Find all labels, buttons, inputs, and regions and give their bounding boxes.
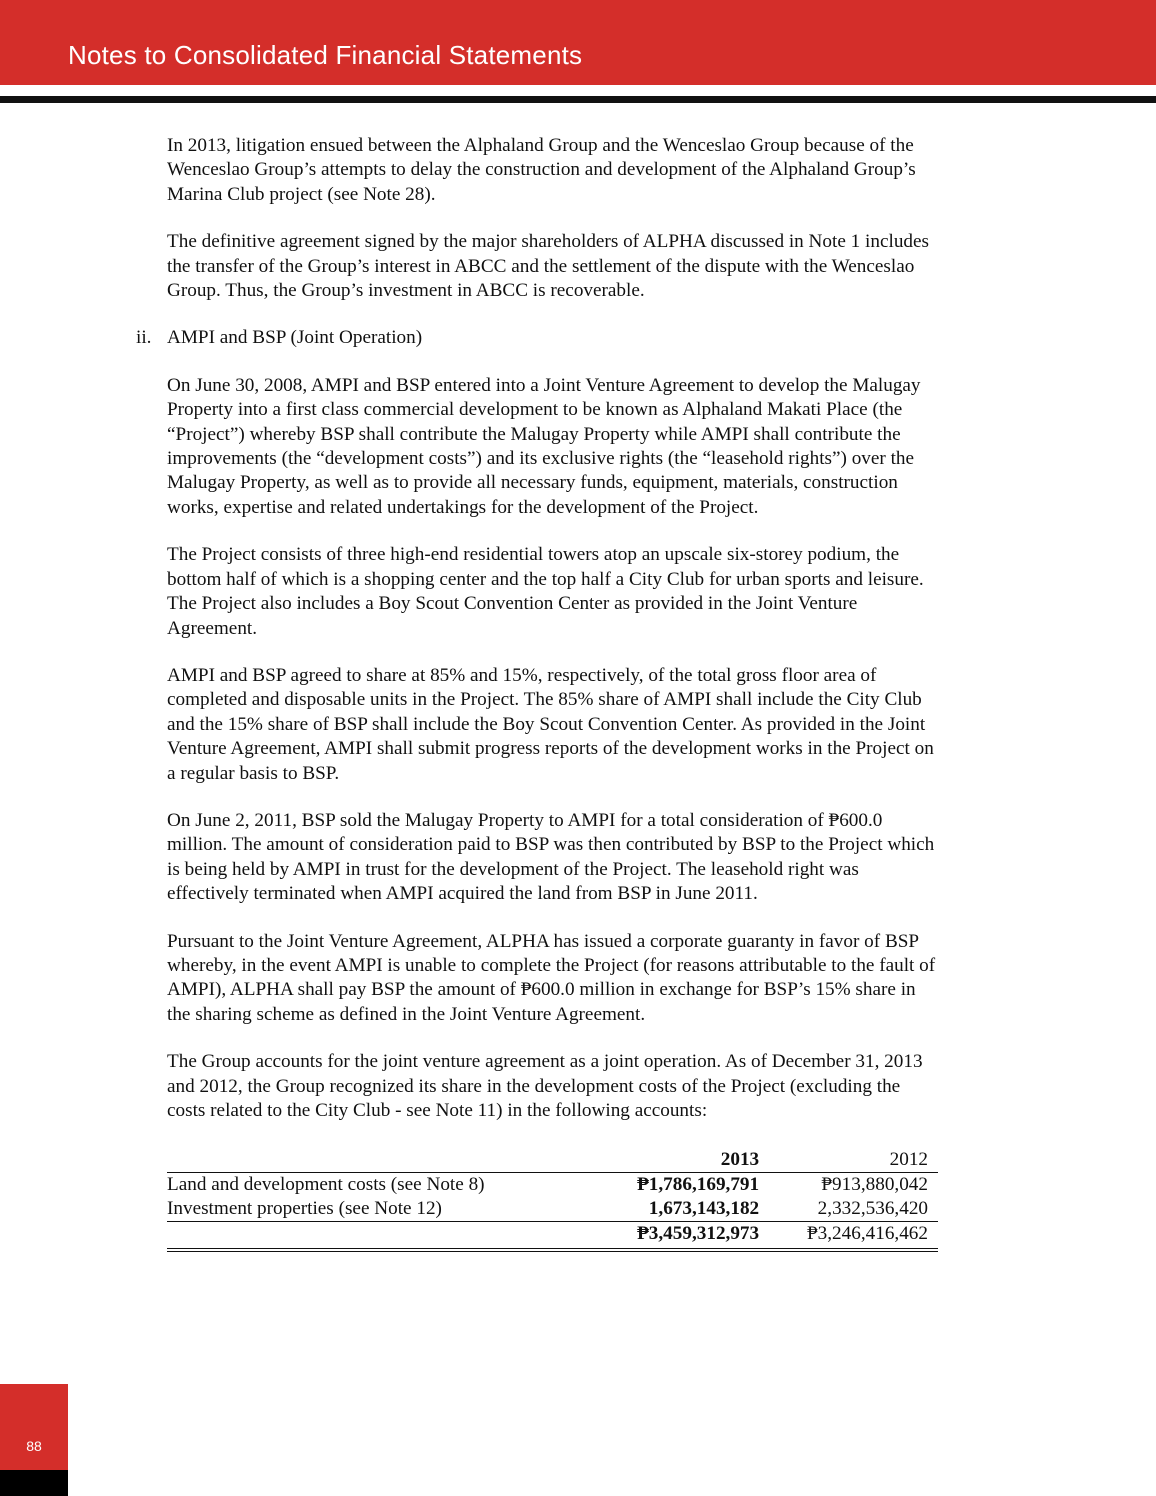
paragraph: The Project consists of three high-end residential towers atop an upscale six-storey podium, the bottom half of which is a shopping center and the top half a City Club for urban sports and leisure. The Project also includes a Boy Scout Convention Center as provided in the Joint Venture Agreement. [167,544,924,639]
paragraph: Pursuant to the Joint Venture Agreement, ALPHA has issued a corporate guaranty in favor of BSP whereby, in the event AMPI is unable to complete the Project (for reasons attributable to the fault of AMPI), ALPHA shall pay BSP the amount of ₱600.0 million in exchange for BSP’s 15% share in the sharing scheme as defined in the Joint Venture Agreement. [167,930,936,1025]
table-row [167,1173,938,1198]
page-number-tab [0,1384,68,1470]
list-item-number: ii. [136,327,152,349]
paragraph: On June 2, 2011, BSP sold the Malugay Property to AMPI for a total consideration of ₱600.0 million. The amount of consideration paid to BSP was then contributed by BSP to the Project which is being held by AMPI in trust for the development of the Project. The leasehold right was effectively terminated when AMPI acquired the land from BSP in June 2011. [167,809,935,905]
list-item-title: AMPI and BSP (Joint Operation) [167,327,423,349]
table-total-row [167,1222,938,1251]
header-divider [0,96,1156,103]
document-body [136,134,942,1252]
paragraph: The Group accounts for the joint venture agreement as a joint operation. As of December 31, 2013 and 2012, the Group recognized its share in the development costs of the Project (excluding the costs related to the City Club - see Note 11) in the following accounts: [167,1051,923,1121]
total-label [167,1222,619,1251]
paragraph: The definitive agreement signed by the major shareholders of ALPHA discussed in Note 1 includes the transfer of the Group’s interest in ABCC and the settlement of the dispute with the Wenceslao Group. Thus, the Group’s investment in ABCC is recoverable. [167,231,929,302]
row-value-2012: ₱913,880,042 [821,1174,928,1196]
table-row [167,1197,938,1222]
total-value-2012: ₱3,246,416,462 [759,1222,938,1251]
paragraph: On June 30, 2008, AMPI and BSP entered into a Joint Venture Agreement to develop the Malugay Property into a first class commercial development to be known as Alphaland Makati Place (the “Project”) whereby BSP shall contribute the Malugay Property while AMPI shall contribute the improvements (the “development costs”) and its exclusive rights (the “leasehold rights”) over the Malugay Property, as well as to provide all necessary funds, equipment, materials, construction works, expertise and related undertakings for the development of the Project. [167,374,921,518]
paragraph: In 2013, litigation ensued between the Alphaland Group and the Wenceslao Group because of the Wenceslao Group’s attempts to delay the construction and development of the Alphaland Group’s Marina Club project (see Note 28). [167,135,916,205]
total-value-2013: ₱3,459,312,973 [619,1222,760,1251]
row-value-2013: 1,673,143,182 [619,1197,760,1222]
page-title: Notes to Consolidated Financial Statements [68,40,583,70]
row-label: Investment properties (see Note 12) [167,1197,619,1222]
row-label: Land and development costs (see Note 8) [167,1174,485,1196]
list-item [136,326,942,350]
table-header-label [167,1146,619,1173]
page-footer-block [0,1470,68,1496]
table-header-2013: 2013 [619,1146,760,1173]
paragraph: AMPI and BSP agreed to share at 85% and 15%, respectively, of the total gross floor area of completed and disposable units in the Project. The 85% share of AMPI shall include the City Club and the 15% share of BSP shall include the Boy Scout Convention Center. As provided in the Joint Venture Agreement, AMPI shall submit progress reports of the development works in the Project on a regular basis to BSP. [167,664,934,784]
row-value-2012: 2,332,536,420 [759,1197,938,1222]
page-number: 88 [26,1438,42,1454]
header-band [0,0,1156,85]
row-value-2013: ₱1,786,169,791 [637,1174,760,1196]
table-header-row [167,1146,938,1173]
development-costs-table [167,1146,938,1252]
table-header-2012: 2012 [759,1146,938,1173]
